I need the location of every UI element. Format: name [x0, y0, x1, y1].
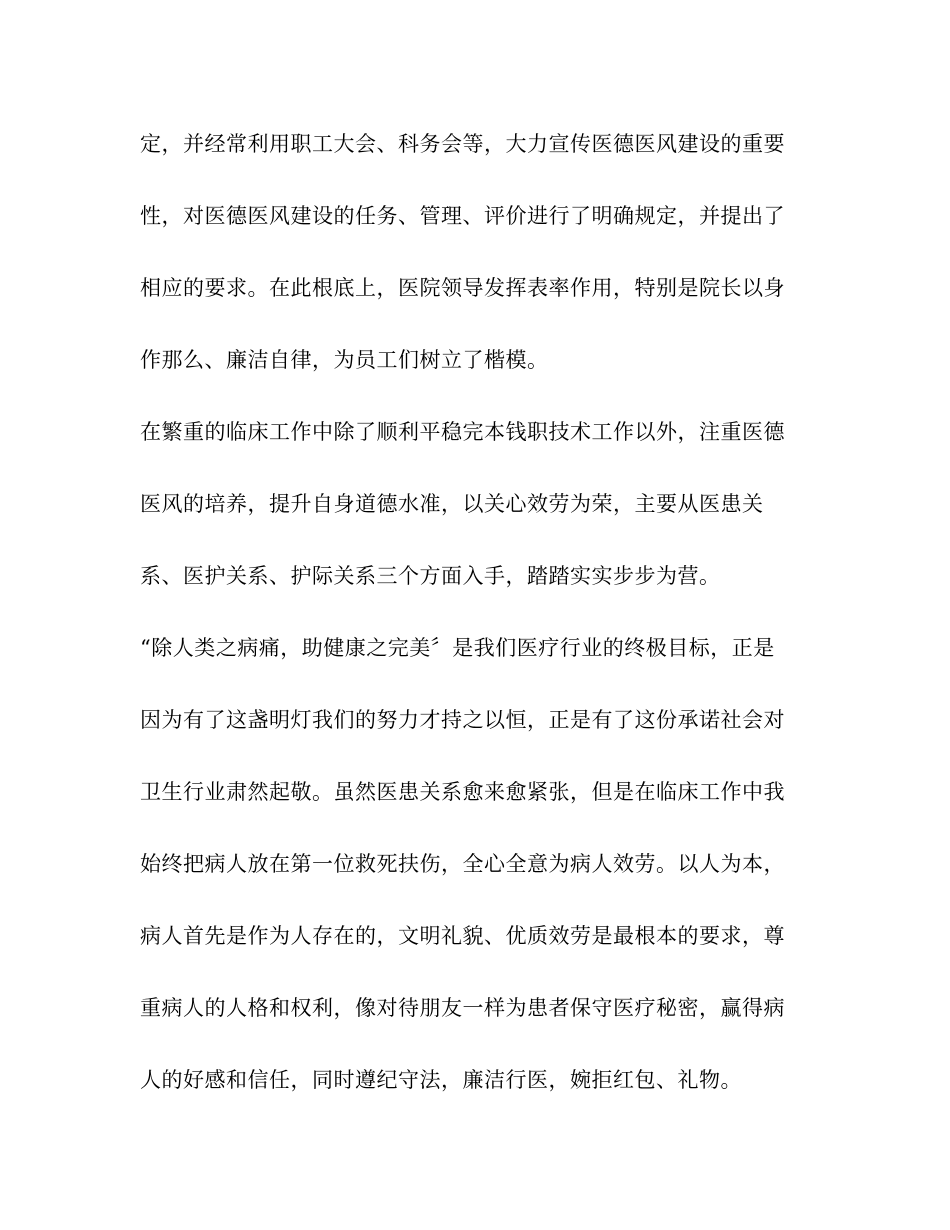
- text-line-13: 重病人的人格和权利，像对待朋友一样为患者保守医疗秘密，赢得病: [140, 996, 785, 1020]
- text-line-1: 定，并经常利用职工大会、科务会等，大力宣传医德医风建设的重要: [140, 132, 785, 156]
- text-line-4: 作那么、廉洁自律，为员工们树立了楷模。: [140, 348, 549, 372]
- text-line-9: 因为有了这盏明灯我们的努力才持之以恒，正是有了这份承诺社会对: [140, 708, 785, 732]
- text-line-10: 卫生行业肃然起敬。虽然医患关系愈来愈紧张，但是在临床工作中我: [140, 780, 785, 804]
- text-line-8: “除人类之病痛，助健康之完美〞是我们医疗行业的终极目标，正是: [140, 636, 775, 660]
- text-line-12: 病人首先是作为人存在的，文明礼貌、优质效劳是最根本的要求，尊: [140, 924, 785, 948]
- text-line-14: 人的好感和信任，同时遵纪守法，廉洁行医，婉拒红包、礼物。: [140, 1068, 742, 1092]
- text-line-2: 性，对医德医风建设的任务、管理、评价进行了明确规定，并提出了: [140, 204, 785, 228]
- text-line-5: 在繁重的临床工作中除了顺利平稳完本钱职技术工作以外，注重医德: [140, 420, 785, 444]
- text-line-3: 相应的要求。在此根底上，医院领导发挥表率作用，特别是院长以身: [140, 276, 785, 300]
- text-line-6: 医风的培养，提升自身道德水准，以关心效劳为荣，主要从医患关: [140, 492, 764, 516]
- text-line-11: 始终把病人放在第一位救死扶伤，全心全意为病人效劳。以人为本，: [140, 852, 785, 876]
- text-line-7: 系、医护关系、护际关系三个方面入手，踏踏实实步步为营。: [140, 564, 721, 588]
